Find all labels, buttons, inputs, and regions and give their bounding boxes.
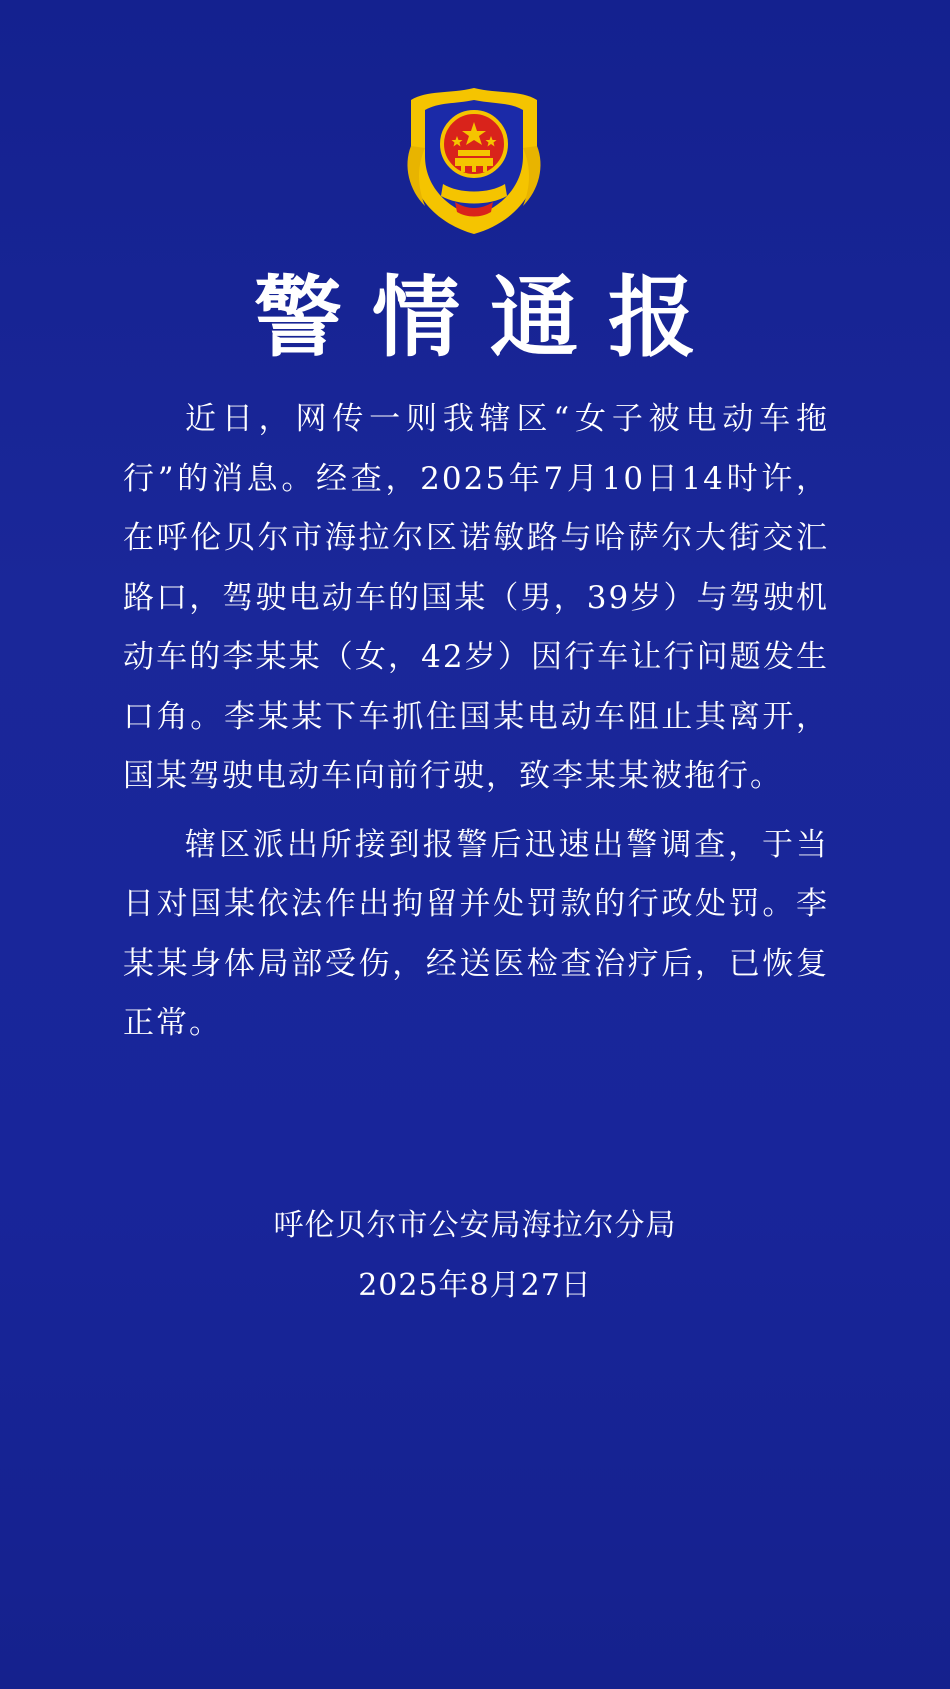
notice-paragraph: 辖区派出所接到报警后迅速出警调查，于当日对国某依法作出拘留并处罚款的行政处罚。李某某身体局部受伤，经送医检查治疗后，已恢复正常。 (123, 826, 829, 1041)
notice-title: 警情通报 (253, 266, 726, 369)
notice-paragraph: 近日，网传一则我辖区“女子被电动车拖行”的消息。经查，2025年7月10日14时许，在呼伦贝尔市海拉尔区诺敏路与哈萨尔大街交汇路口，驾驶电动车的国某（男，39岁）与驾驶机动车的李某某（女，42岁）因行车让行问题发生口角。李某某下车抓住国某电动车阻止其离开，国某驾驶电动车向前行驶，致李某某被拖行。 (123, 401, 829, 794)
signature-block (0, 1196, 950, 1316)
issuer-name: 呼伦贝尔市公安局海拉尔分局 (273, 1208, 677, 1243)
issue-date: 2025年8月27日 (358, 1268, 592, 1303)
notice-body (123, 390, 829, 1063)
police-emblem-icon (403, 86, 545, 236)
